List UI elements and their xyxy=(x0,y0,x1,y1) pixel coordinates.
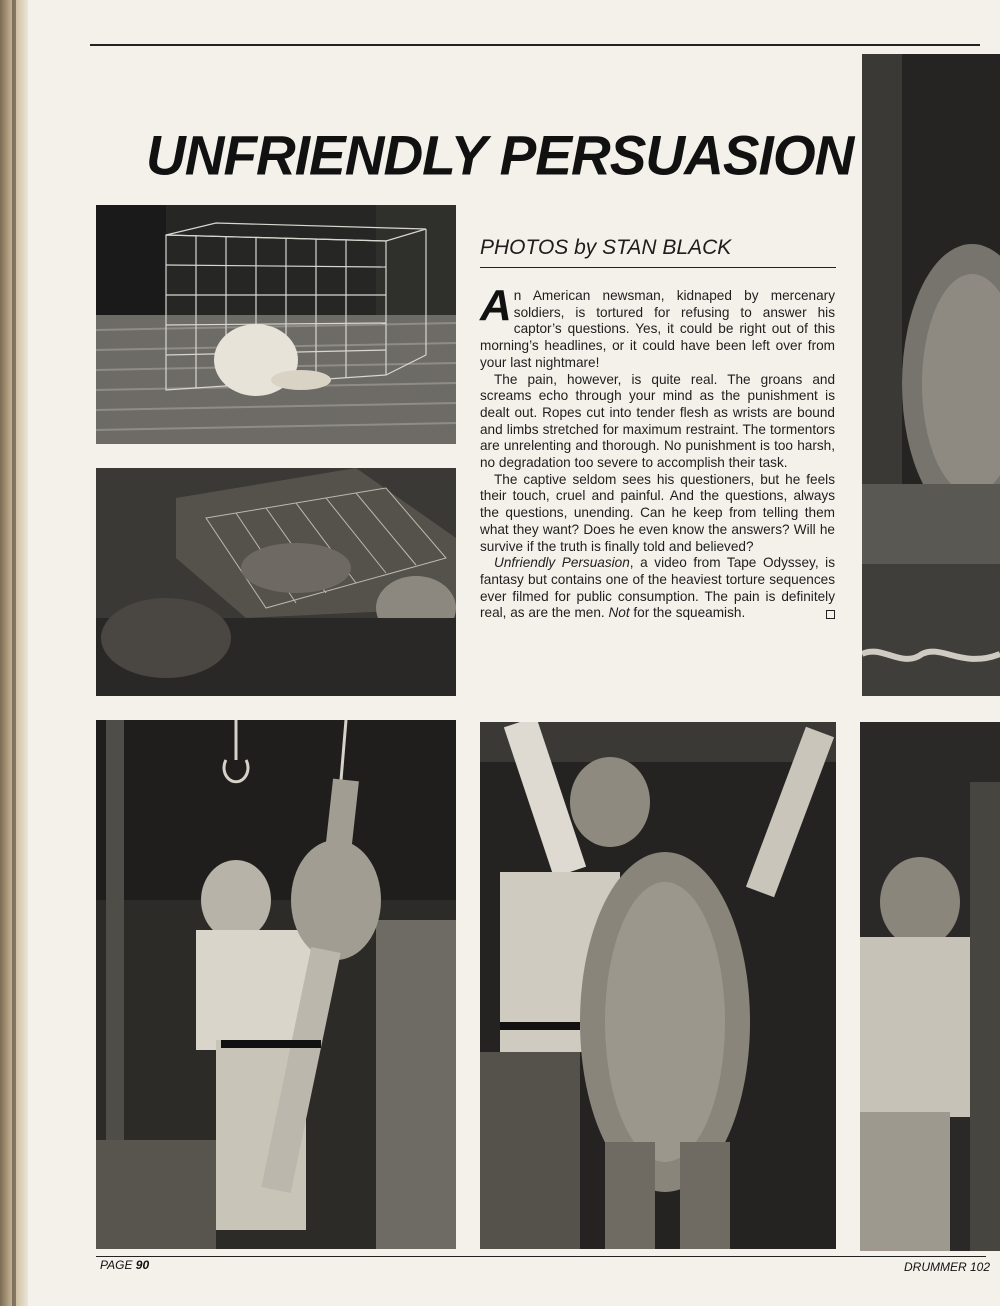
top-rule xyxy=(90,44,980,46)
photo-right-edge-top xyxy=(862,54,1000,696)
article-paragraph-4: Unfriendly Persuasion, a video from Tape Odyssey, is fantasy but contains one of the heaviest torture sequences ever filmed for public consumption. The pain is definitely real, as are the men. Not for the squeamish. xyxy=(480,555,835,621)
issue-folio: DRUMMER 102 xyxy=(903,1260,990,1274)
spine-binding-line xyxy=(12,0,16,1306)
end-of-article-mark xyxy=(826,610,835,619)
photo-suspension-center xyxy=(480,722,836,1249)
page-number: 90 xyxy=(135,1258,150,1272)
not-emphasis: Not xyxy=(608,605,630,621)
page-headline: UNFRIENDLY PERSUASION xyxy=(146,123,854,187)
photo-credit-byline: PHOTOS by STAN BLACK xyxy=(480,236,732,259)
photo-figure-in-cage xyxy=(96,468,456,696)
drop-cap: A xyxy=(480,281,512,330)
article-body xyxy=(480,281,835,622)
footer-rule xyxy=(96,1256,986,1257)
page-folio: PAGE 90 xyxy=(100,1258,150,1272)
photo-cage-on-deck xyxy=(96,205,456,444)
video-title: Unfriendly Persuasion xyxy=(494,555,630,571)
byline-rule xyxy=(480,267,836,268)
article-paragraph-2: The pain, however, is quite real. The groans and screams echo through your mind as the punishment is dealt out. Ropes cut into tender flesh as wrists are bound and limbs stretched for maximum restraint. The tormentors are unrelenting and thorough. No punishment is too harsh, no degradation too severe to accomplish their task. xyxy=(480,371,835,471)
photo-right-edge-bottom xyxy=(860,722,1000,1251)
article-paragraph-1: An American newsman, kidnaped by mercenary soldiers, is tortured for refusing to answer his captor’s questions. Yes, it could be right out of this morning’s headlines, or it could have been left over from your last nightmare! xyxy=(480,281,835,370)
photo-suspension-left xyxy=(96,720,456,1249)
article-paragraph-3: The captive seldom sees his questioners, but he feels their touch, cruel and painful. And the questions, always the questions, unending. Can he keep from telling them what they want? Does he even know the answers? Will he survive if the truth is finally told and believed? xyxy=(480,471,835,554)
